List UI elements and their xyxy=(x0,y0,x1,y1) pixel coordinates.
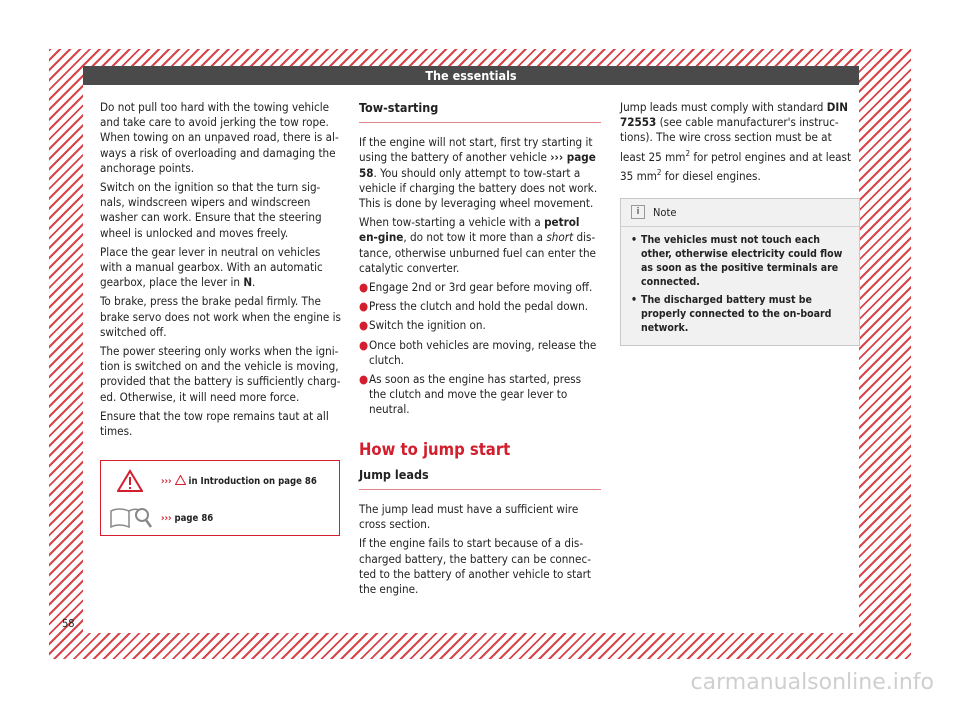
list-item: ● Switch the ignition on. xyxy=(359,318,486,333)
list-item: • The vehicles must not touch each other, otherwise electricity could flow as soon as the positive terminals are connected. xyxy=(631,233,843,288)
paragraph: The power steering only works when the igni-tion is switched on and the vehicle is moving, provided that the battery is sufficiently charg-ed. Otherwise, it will need more force. xyxy=(100,344,341,404)
watermark: carmanualsonline.info xyxy=(690,670,934,695)
note-header: i Note xyxy=(621,199,859,227)
paragraph: Ensure that the tow rope remains taut at all times. xyxy=(100,408,329,439)
note-content xyxy=(621,227,859,345)
book-ref[interactable]: ››› page 86 xyxy=(161,513,214,524)
list-item: ● Press the clutch and hold the pedal down. xyxy=(359,299,589,314)
paragraph: When tow-starting a vehicle with a petrol en-gine, do not tow it more than a short dis-tance, otherwise unburned fuel can enter the catalytic converter. xyxy=(359,215,596,275)
book-search-icon xyxy=(109,505,153,531)
page-link[interactable]: ››› page 58 xyxy=(359,150,596,180)
column-1 xyxy=(100,100,342,443)
warning-reference-box xyxy=(100,460,340,536)
paragraph: Place the gear lever in neutral on vehicles with a manual gearbox. With an automatic gearbox, place the lever in N. xyxy=(100,244,323,290)
section-title: How to jump start xyxy=(359,439,511,459)
paragraph: If the engine will not start, first try starting it using the battery of another vehicle ››› page 58. You should only attempt to tow-start a vehicle if charging the battery does not work. This is done by leveraging wheel movement. xyxy=(359,135,598,211)
paragraph: To brake, press the brake pedal firmly. The brake servo does not work when the engine is switched off. xyxy=(100,294,341,339)
list-item: ● Once both vehicles are moving, release the clutch. xyxy=(359,337,597,367)
warning-ref[interactable]: ››› in Introduction on page 86 xyxy=(161,476,317,487)
list-item: ● Engage 2nd or 3rd gear before moving off. xyxy=(359,280,593,295)
paragraph: Do not pull too hard with the towing vehicle and take care to avoid jerking the tow rope. When towing on an unpaved road, there is al-ways a risk of overloading and damaging the anchorage points. xyxy=(100,100,339,175)
list-item: ● As soon as the engine has started, press the clutch and move the gear lever to neutral. xyxy=(359,372,582,417)
warning-triangle-icon xyxy=(117,469,143,493)
column-3 xyxy=(620,100,860,346)
paragraph: Switch on the ignition so that the turn sig-nals, windscreen wipers and windscreen washer can work. Ensure that the steering wheel is unlocked and moves freely. xyxy=(100,180,322,240)
page-number: 58 xyxy=(62,617,75,630)
small-warning-icon xyxy=(175,475,186,485)
paragraph: Jump leads must comply with standard DIN 72553 (see cable manufacturer's instruc-tions). The wire cross section must be at least 25 $mm^2$ for petrol engines and at least 35 $mm^2$ for diesel engines. xyxy=(620,100,852,183)
heading-jump-leads: Jump leads xyxy=(359,467,601,490)
note-box xyxy=(620,198,860,346)
info-icon: i xyxy=(631,205,645,219)
column-2 xyxy=(359,100,601,601)
paragraph: If the engine fails to start because of a dis-charged battery, the battery can be connec-ted to the battery of another vehicle to start the engine. xyxy=(359,536,592,597)
heading-tow-starting: Tow-starting xyxy=(359,100,601,123)
section-header: The essentials xyxy=(83,66,859,85)
paragraph: The jump lead must have a sufficient wire cross section. xyxy=(359,502,579,532)
list-item: • The discharged battery must be properly connected to the on-board network. xyxy=(631,293,832,334)
